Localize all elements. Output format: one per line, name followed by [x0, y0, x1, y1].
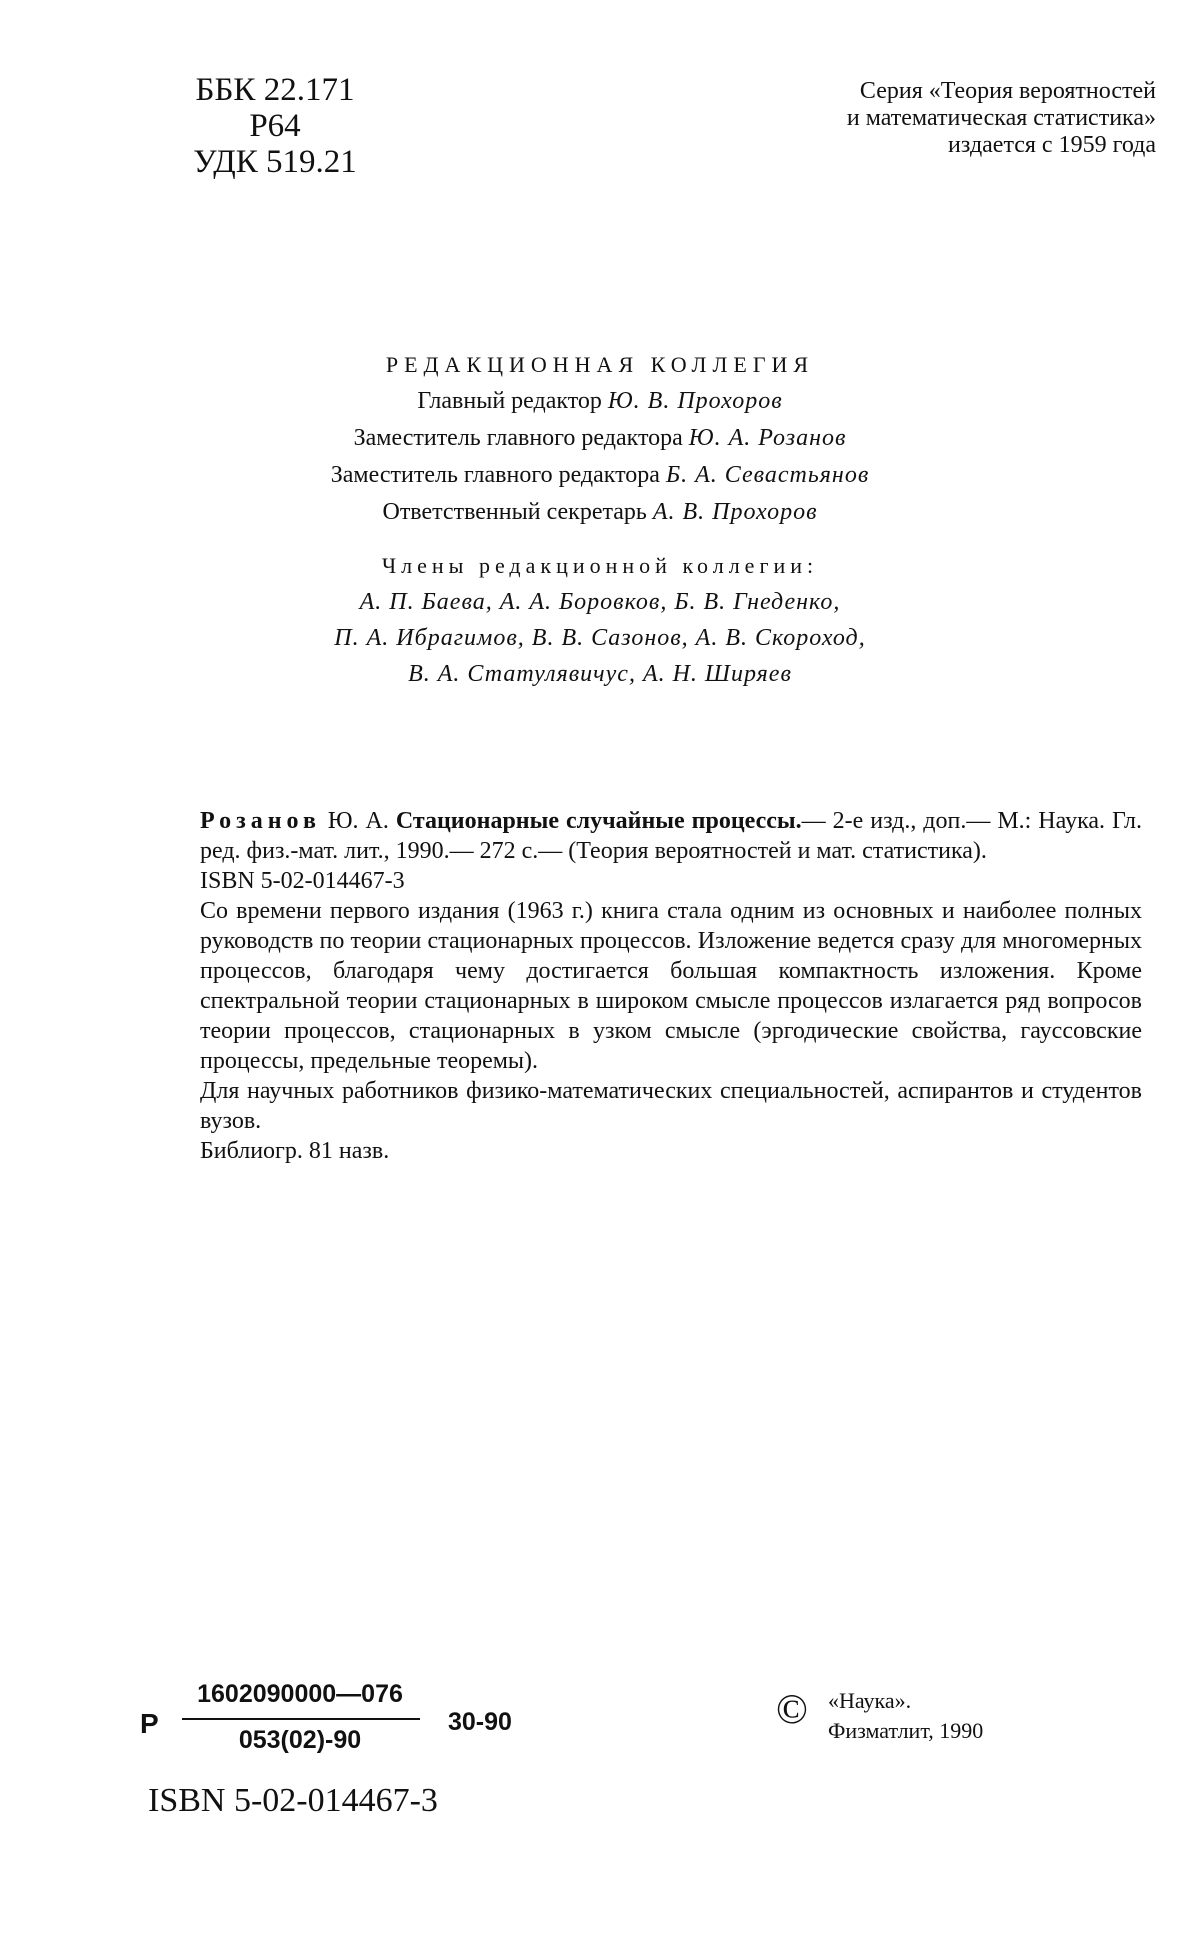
role-name: А. В. Прохоров — [652, 499, 818, 525]
members-line: А. П. Баева, А. А. Боровков, Б. В. Гнеденко, — [359, 589, 841, 615]
role-name: Ю. А. Розанов — [688, 425, 847, 451]
author-surname: Розанов — [200, 808, 321, 834]
book-title: Стационарные случайные процессы. — [395, 808, 802, 834]
author-mark: Р64 — [249, 108, 301, 144]
author-initials: Ю. А. — [327, 808, 389, 834]
annotation-bibliography: Библиогр. 81 назв. — [200, 1138, 390, 1164]
role-title: Ответственный секретарь — [382, 499, 647, 525]
role-title: Заместитель главного редактора — [330, 462, 660, 488]
imprint: — 2-е изд., доп.— М.: Наука. Гл. ред. физ.-мат. лит., 1990.— 272 с.— (Теория вероятностей и мат. статистика). — [200, 808, 1143, 864]
annotation-description: Со времени первого издания (1963 г.) книга стала одним из основных и наиболее полных руководств по теории стационарных процессов. Изложение ведется сразу для многомерных процессов, благодаря чему достигается большая компактность изложения. Кроме спектральной теории стационарных в широком смысле процессов излагается ряд вопросов теории процессов, стационарных в узком смысле (эргодические свойства, гауссовские процессы, предельные теоремы). — [200, 898, 1142, 1074]
role-title: Заместитель главного редактора — [353, 425, 683, 451]
board-role-row — [0, 494, 1200, 531]
role-name: Б. А. Севастьянов — [665, 462, 870, 488]
role-name: Ю. В. Прохоров — [607, 388, 783, 414]
bibliographic-record — [200, 806, 1142, 866]
udk-code: УДК 519.21 — [193, 144, 357, 180]
board-role-row — [0, 420, 1200, 457]
series-line-2: и математическая статистика» — [846, 105, 1156, 131]
series-line-3: издается с 1959 года — [948, 132, 1156, 158]
series-note — [556, 78, 1156, 159]
publication-index — [140, 1680, 560, 1770]
classification-block — [160, 72, 390, 180]
series-line-1: Серия «Теория вероятностей — [859, 78, 1156, 104]
board-heading: РЕДАКЦИОННАЯ КОЛЛЕГИЯ — [385, 352, 815, 377]
annotation-isbn: ISBN 5-02-014467-3 — [200, 868, 405, 894]
editorial-board — [0, 346, 1200, 692]
annotation-audience: Для научных работников физико-математических специальностей, аспирантов и студентов вузов. — [200, 1078, 1142, 1134]
bbk-code: ББК 22.171 — [195, 72, 355, 108]
members-line: В. А. Статулявичус, А. Н. Ширяев — [408, 661, 792, 687]
copyright-notice — [776, 1688, 1106, 1758]
role-title: Главный редактор — [417, 388, 602, 414]
members-list — [0, 584, 1200, 692]
footer-isbn: ISBN 5-02-014467-3 — [148, 1782, 438, 1819]
members-heading: Члены редакционной коллегии: — [381, 553, 819, 578]
fraction-bar — [182, 1718, 420, 1720]
board-role-row — [0, 457, 1200, 494]
index-numerator: 1602090000—076 — [197, 1680, 403, 1708]
index-denominator: 053(02)-90 — [238, 1726, 362, 1754]
members-line: П. А. Ибрагимов, В. В. Сазонов, А. В. Скороход, — [334, 625, 866, 651]
board-role-row — [0, 383, 1200, 420]
index-letter: Р — [140, 1708, 159, 1739]
copyright-publisher: «Наука». — [828, 1688, 912, 1713]
copyright-icon: © — [776, 1687, 808, 1733]
copyright-imprint: Физматлит, 1990 — [828, 1718, 984, 1743]
annotation-block — [200, 806, 1142, 1166]
index-price: 30-90 — [448, 1708, 512, 1736]
